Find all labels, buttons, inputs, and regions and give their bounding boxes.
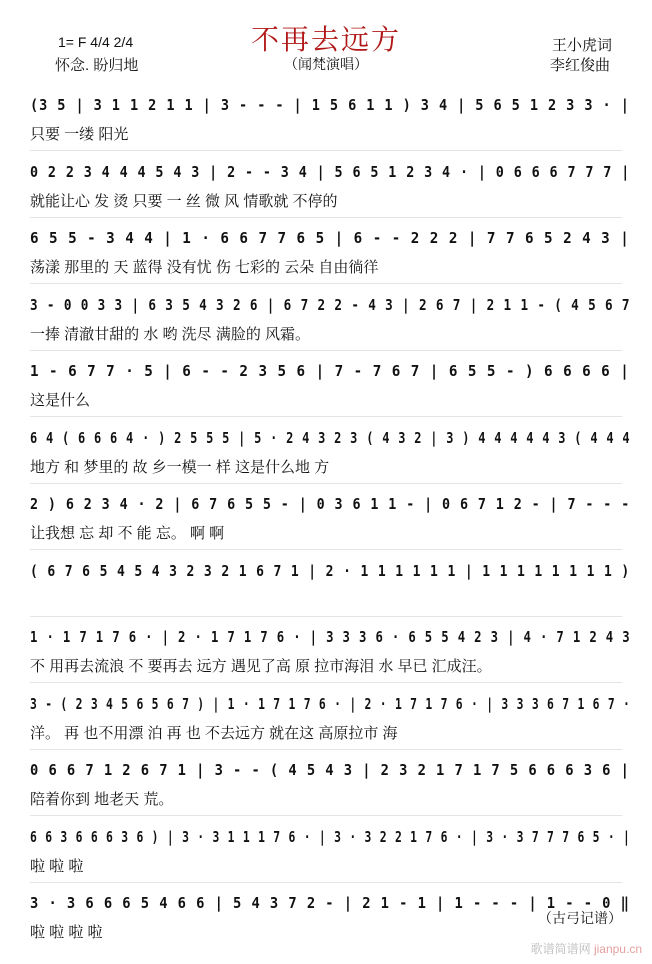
lyric-line: 一捧 清澈甘甜的 水 哟 洗尽 满脸的 风霜。 [30, 326, 311, 343]
performance-mood: 怀念. 盼归地 [55, 57, 139, 74]
notation-line: 2 ) 6 2 3 4 · 2 | 6 7 6 5 5 - | 0 3 6 1 1 - | 0 6 7 1 2 - | 7 - - - [30, 495, 631, 513]
lyric-line: 啦 啦 啦 啦 [30, 924, 103, 941]
system-divider [30, 682, 622, 683]
lyric-line: 就能让心 发 烫 只要 一 丝 微 风 情歌就 不停的 [30, 193, 338, 210]
notation-line: 3 · 3 6 6 6 5 4 6 6 | 5 4 3 7 2 - | 2 1 - 1 | 1 - - - | 1 - - 0 ‖ [30, 894, 630, 912]
system-divider [30, 416, 622, 417]
system-divider [30, 150, 622, 151]
system-divider [30, 483, 622, 484]
system-divider [30, 815, 622, 816]
notation-line: 0 6 6 7 1 2 6 7 1 | 3 - - ( 4 5 4 3 | 2 3 2 1 7 1 7 5 6 6 6 3 6 | [30, 761, 630, 779]
notation-line: 1 · 1 7 1 7 6 · | 2 · 1 7 1 7 6 · | 3 3 3 6 · 6 5 5 4 2 3 | 4 · 7 1 2 4 3 [30, 628, 631, 646]
watermark [531, 940, 642, 957]
lyric-line: 洋。 再 也不用漂 泊 再 也 不去远方 就在这 高原拉市 海 [30, 725, 398, 742]
lyric-line: 地方 和 梦里的 故 乡一模一 样 这是什么地 方 [30, 459, 330, 476]
system-divider [30, 283, 622, 284]
system-divider [30, 616, 622, 617]
system-divider [30, 882, 622, 883]
notation-line: ( 6 7 6 5 4 5 4 3 2 3 2 1 6 7 1 | 2 · 1 1 1 1 1 1 | 1 1 1 1 1 1 1 1 ) [30, 562, 631, 580]
notation-line: 6 5 5 - 3 4 4 | 1 · 6 6 7 7 6 5 | 6 - - 2 2 2 | 7 7 6 5 2 4 3 | [30, 229, 630, 247]
lyric-line: 不 用再去流浪 不 要再去 远方 遇见了高 原 拉市海泪 水 早已 汇成汪。 [30, 658, 492, 675]
singer-subtitle: （闻梵演唱） [284, 56, 368, 72]
lyric-line: 让我想 忘 却 不 能 忘。 啊 啊 [30, 525, 225, 542]
key-signature: 1= F 4/4 2/4 [58, 34, 134, 50]
notation-line: 6 4 ( 6 6 6 4 · ) 2 5 5 5 | 5 · 2 4 3 2 3 ( 4 3 2 | 3 ) 4 4 4 4 4 3 ( 4 4 4 [30, 429, 631, 447]
system-divider [30, 749, 622, 750]
system-divider [30, 549, 622, 550]
composer-credit: 李红俊曲 [550, 57, 611, 74]
notation-line: 3 - 0 0 3 3 | 6 3 5 4 3 2 6 | 6 7 2 2 - 4 3 | 2 6 7 | 2 1 1 - ( 4 5 6 7 [30, 296, 631, 314]
system-divider [30, 350, 622, 351]
lyric-line: 荡漾 那里的 天 蓝得 没有忧 伤 七彩的 云朵 自由徜徉 [30, 259, 379, 276]
transcriber-credit: （古弓记谱） [538, 910, 622, 926]
notation-line: 6 6 3 6 6 6 3 6 ) | 3 · 3 1 1 1 7 6 · | 3 · 3 2 2 1 7 6 · | 3 · 3 7 7 7 6 5 · | [30, 828, 631, 846]
notation-line: 3 - ( 2 3 4 5 6 5 6 7 ) | 1 · 1 7 1 7 6 · | 2 · 1 7 1 7 6 · | 3 3 3 6 7 1 6 7 · [30, 695, 631, 713]
notation-line: 0 2 2 3 4 4 4 5 4 3 | 2 - - 3 4 | 5 6 5 1 2 3 4 · | 0 6 6 6 7 7 7 | [30, 163, 631, 181]
lyric-line: 这是什么 [30, 392, 91, 409]
lyric-line: 啦 啦 啦 [30, 858, 84, 875]
notation-line: 1 - 6 7 7 · 5 | 6 - - 2 3 5 6 | 7 - 7 6 7 | 6 5 5 - ) 6 6 6 6 | [30, 362, 630, 380]
lyric-line: 只要 一缕 阳光 [30, 126, 129, 143]
notation-line: (3 5 | 3 1 1 2 1 1 | 3 - - - | 1 5 6 1 1 ) 3 4 | 5 6 5 1 2 3 3 · | [30, 96, 630, 114]
watermark-url: jianpu.cn [593, 942, 642, 956]
watermark-site: 歌谱简谱网 [530, 942, 591, 956]
lyric-line: 陪着你到 地老天 荒。 [30, 791, 174, 808]
system-divider [30, 217, 622, 218]
song-title: 不再去远方 [250, 24, 401, 55]
lyricist-credit: 王小虎词 [552, 37, 613, 54]
